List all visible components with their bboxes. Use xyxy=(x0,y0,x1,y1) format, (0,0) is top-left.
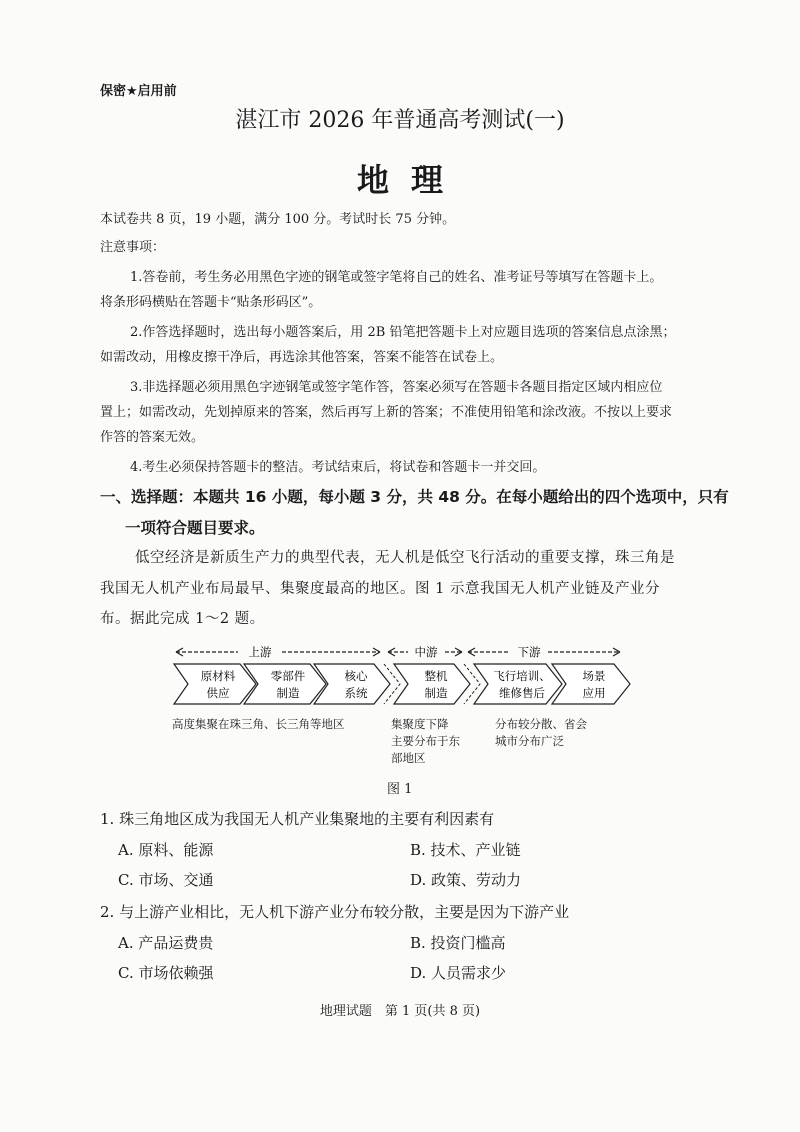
note-4: 4.考生必须保持答题卡的整洁。考试结束后，将试卷和答题卡一并交回。 xyxy=(130,460,546,475)
midstream-label: 中游 xyxy=(414,645,438,659)
question-1-option-c: C. 市场、交通 xyxy=(118,871,214,889)
box-label-6b: 应用 xyxy=(582,686,606,700)
note-3-line-1: 3.非选择题必须用黑色字迹钢笔或签字笔作答，答案必须写在答题卡各题目指定区域内相应位 xyxy=(130,380,663,395)
box-label-4a: 整机 xyxy=(424,669,448,683)
downstream-label: 下游 xyxy=(517,645,541,659)
chain-box-applications xyxy=(552,664,630,704)
intro-line-1: 低空经济是新质生产力的典型代表，无人机是低空飞行活动的重要支撑，珠三角是 xyxy=(135,550,675,566)
subject-title: 地理 xyxy=(356,161,465,199)
box-label-6a: 场景 xyxy=(582,669,606,683)
chain-box-training-maintenance xyxy=(474,664,562,704)
page-footer: 地理试题 第 1 页(共 8 页) xyxy=(319,1004,481,1019)
question-1-option-d: D. 政策、劳动力 xyxy=(410,871,522,889)
question-1-option-b: B. 技术、产业链 xyxy=(410,841,521,859)
box-label-1a: 原材料 xyxy=(200,669,236,683)
chain-box-raw-materials xyxy=(174,664,256,704)
box-label-3b: 系统 xyxy=(344,686,368,700)
upstream-distribution-note: 高度集聚在珠三角、长三角等地区 xyxy=(172,717,345,731)
box-label-2b: 制造 xyxy=(276,686,300,700)
chain-box-assembly xyxy=(394,664,470,704)
section-1-heading-line-1: 一、选择题：本题共 16 小题，每小题 3 分，共 48 分。在每小题给出的四个选项中，只有 xyxy=(100,488,729,506)
intro-line-3: 布。据此完成 1～2 题。 xyxy=(100,611,265,627)
midstream-range-arrow xyxy=(388,645,462,659)
box-label-1b: 供应 xyxy=(206,686,230,700)
section-1-heading-line-2: 一项符合题目要求。 xyxy=(125,519,265,537)
upstream-label: 上游 xyxy=(248,645,272,659)
midstream-note-line-1: 集聚度下降 xyxy=(391,717,449,731)
note-1-line-1: 1.答卷前，考生务必用黑色字迹的钢笔或签字笔将自己的姓名、准考证号等填写在答题卡上。 xyxy=(130,270,663,285)
box-label-4b: 制造 xyxy=(424,686,448,700)
question-1-stem: 1. 珠三角地区成为我国无人机产业集聚地的主要有利因素有 xyxy=(100,810,495,828)
intro-line-2: 我国无人机产业布局最早、集聚度最高的地区。图 1 示意我国无人机产业链及产业分 xyxy=(100,581,660,597)
question-2-stem: 2. 与上游产业相比，无人机下游产业分布较分散，主要是因为下游产业 xyxy=(100,903,570,921)
upstream-range-arrow xyxy=(176,645,380,659)
midstream-note-line-2: 主要分布于东 xyxy=(391,734,460,748)
box-label-3a: 核心 xyxy=(344,669,368,683)
note-2-line-2: 如需改动，用橡皮擦干净后，再选涂其他答案，答案不能答在试卷上。 xyxy=(100,350,504,365)
question-2-option-a: A. 产品运费贵 xyxy=(118,934,214,952)
question-1-option-a: A. 原料、能源 xyxy=(118,841,214,859)
confidential-label: 保密★启用前 xyxy=(100,84,177,99)
note-2-line-1: 2.作答选择题时，选出每小题答案后，用 2B 铅笔把答题卡上对应题目选项的答案信息点涂黑； xyxy=(130,325,676,340)
box-label-5a: 飞行培训、 xyxy=(493,669,551,683)
box-label-2a: 零部件 xyxy=(270,669,306,683)
midstream-note-line-3: 部地区 xyxy=(391,751,426,765)
question-2-option-b: B. 投资门槛高 xyxy=(410,934,506,952)
question-2-option-c: C. 市场依赖强 xyxy=(118,964,214,982)
box-label-5b: 维修售后 xyxy=(499,686,545,700)
downstream-note-line-2: 城市分布广泛 xyxy=(495,734,564,748)
exam-title: 湛江市 2026 年普通高考测试(一) xyxy=(235,108,565,133)
figure-caption: 图 1 xyxy=(387,782,413,797)
notes-heading: 注意事项： xyxy=(100,240,166,255)
exam-info: 本试卷共 8 页，19 小题，满分 100 分。考试时长 75 分钟。 xyxy=(100,212,456,227)
note-3-line-3: 作答的答案无效。 xyxy=(100,430,205,445)
downstream-range-arrow xyxy=(468,645,620,659)
question-2-option-d: D. 人员需求少 xyxy=(410,964,507,982)
note-3-line-2: 置上；如需改动，先划掉原来的答案，然后再写上新的答案；不准使用铅笔和涂改液。不按以上要求 xyxy=(100,405,673,420)
note-1-line-2: 将条形码横贴在答题卡“贴条形码区”。 xyxy=(100,295,322,310)
downstream-note-line-1: 分布较分散、省会 xyxy=(495,717,587,731)
